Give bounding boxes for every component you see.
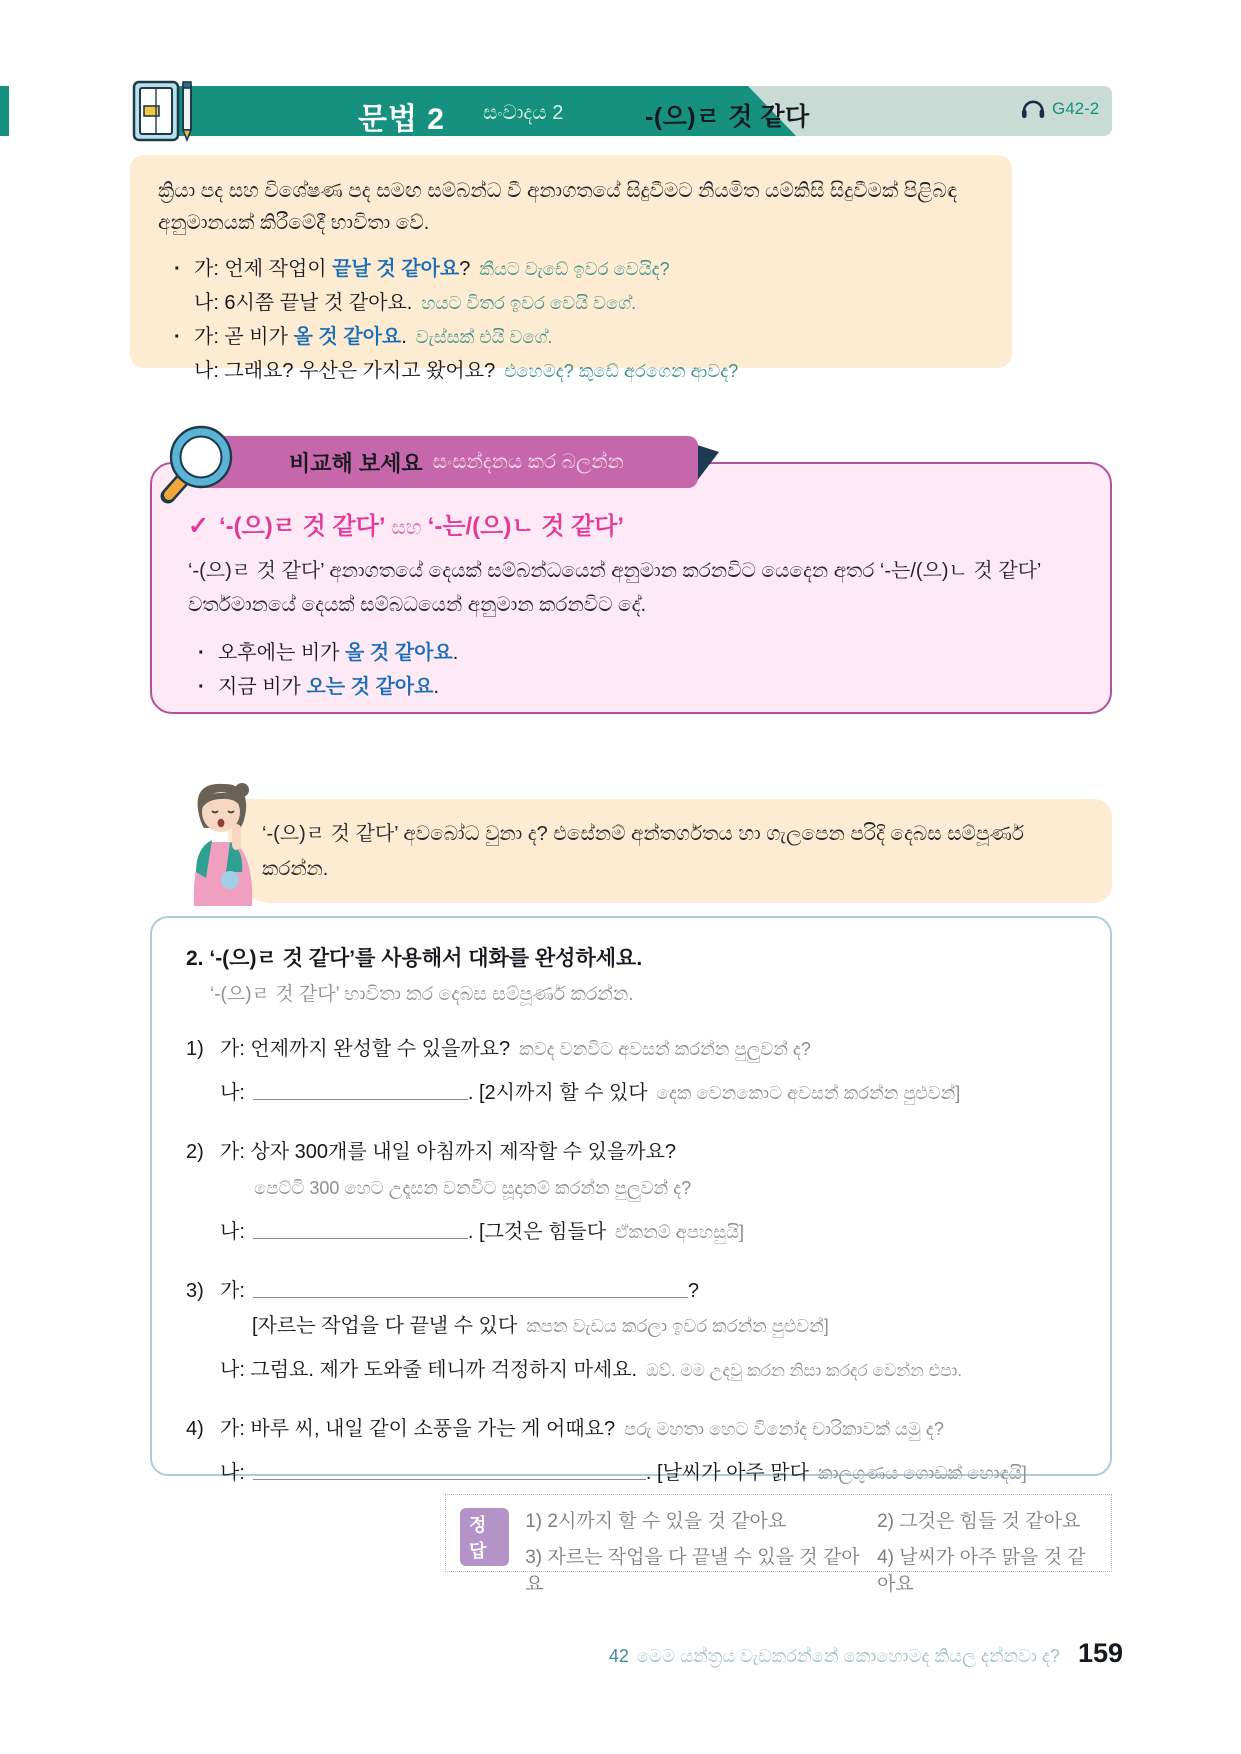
grammar-pattern-title: -(으)ㄹ 것 같다 — [645, 103, 810, 131]
question-3 — [186, 1276, 1076, 1386]
question-4-number: 4) — [186, 1418, 204, 1440]
comparison-title — [188, 506, 1074, 541]
question-4-a-sinhala: පරු මහතා හෙට විනෝද චාරිකාවක් යමු ද? — [624, 1419, 944, 1439]
question-1 — [186, 1034, 1076, 1109]
example-dialogues — [158, 252, 984, 388]
page-edge-strip — [0, 86, 9, 136]
section-header — [148, 86, 1112, 136]
page-footer — [609, 1638, 1123, 1669]
question-2-number: 2) — [186, 1141, 204, 1163]
comparison-banner — [193, 436, 698, 488]
task-prompt-box — [228, 799, 1112, 903]
headphones-icon — [1020, 98, 1046, 120]
dialogue-1-a-translation: කීයට වැඩේ ඉවර වෙයිද? — [479, 258, 670, 279]
question-1-a — [186, 1034, 1076, 1065]
question-3-hint-row — [186, 1311, 1076, 1342]
dialogue-1-a — [158, 252, 984, 286]
comparison-example-2 — [188, 670, 1074, 704]
book-pencil-icon — [131, 78, 199, 144]
question-3-hint-sinhala: කපන වැඩය කරලා ඉවර කරන්න පුළුවන්] — [526, 1316, 829, 1336]
question-2-answer-blank[interactable] — [253, 1233, 468, 1239]
question-3-a — [186, 1276, 1076, 1307]
dialogue-2-a-highlight: 올 것 같아요 — [293, 325, 402, 348]
question-4-hint-korean: . [날씨가 아주 맑다 — [645, 1462, 809, 1484]
question-1-a-sinhala: කවද වනවිට අවසන් කරන්න පුලුවන් ද? — [519, 1039, 811, 1059]
answer-3: 3) 자르는 작업을 다 끝낼 수 있을 것 같아요 — [525, 1547, 860, 1595]
question-2-a-sinhala: පෙට්ටි 300 හෙට උදෑසන වනවිට සූදානම් කරන්න පුලුවන් ද? — [254, 1178, 692, 1198]
answer-2: 2) 그것은 힘들 것 같아요 — [877, 1511, 1081, 1532]
dialogue-2-a — [158, 320, 984, 354]
dialogue-2-a-pre: 가: 곧 비가 — [194, 325, 294, 348]
dialogue-1-a-pre: 가: 언제 작업이 — [194, 257, 333, 280]
question-3-hint-korean: [자르는 작업을 다 끝낼 수 있다 — [252, 1315, 518, 1337]
question-4 — [186, 1414, 1076, 1489]
dialogue-1-a-highlight: 끝날 것 같아요 — [332, 257, 460, 280]
question-3-answer-blank[interactable] — [253, 1292, 688, 1298]
exercise-instruction-sinhala: ‘-(으)ㄹ 것 같다’ භාවිතා කර දෙබස සම්පූර්ණ කරන්න. — [210, 984, 634, 1005]
question-3-b — [186, 1355, 1076, 1386]
comparison-example-2-highlight: 오는 것 같아요 — [306, 675, 434, 698]
answer-list — [525, 1506, 1097, 1595]
comparison-pattern-b: ‘-는/(으)ㄴ 것 같다’ — [427, 513, 625, 540]
question-1-hint-korean: . [2시까지 할 수 있다 — [467, 1082, 648, 1104]
answer-1: 1) 2시까지 할 수 있을 것 같아요 — [525, 1511, 787, 1532]
question-3-number: 3) — [186, 1280, 204, 1302]
dialogue-2-b — [158, 354, 984, 388]
teacher-illustration — [186, 780, 262, 906]
dialogue-1-b-korean: 나: 6시쯤 끝날 것 같아요. — [194, 291, 413, 314]
dialogue-2-b-korean: 나: 그래요? 우산은 가지고 왔어요? — [194, 359, 496, 382]
dialogue-1-b-translation: හයට විතර ඉවර වෙයි වගේ. — [421, 292, 637, 313]
question-4-b-label: 나: — [220, 1462, 245, 1484]
dialogue-2-b-translation: එහෙමද? කුඩේ අරගෙන ආවද? — [504, 360, 739, 381]
question-4-b — [186, 1458, 1076, 1489]
grammar-section-label-sinhala: සංවාදය 2 — [483, 102, 564, 124]
question-2-a-sinhala-row — [186, 1173, 1076, 1204]
dialogue-2-a-post: . — [401, 325, 407, 348]
question-4-a-korean: 가: 바루 씨, 내일 같이 소풍을 가는 게 어때요? — [220, 1418, 616, 1440]
question-3-b-korean: 나: 그럼요. 제가 도와줄 테니까 걱정하지 마세요. — [220, 1359, 638, 1381]
question-4-answer-blank[interactable] — [253, 1474, 646, 1480]
comparison-example-1-post: . — [452, 641, 459, 664]
dialogue-1-b — [158, 286, 984, 320]
page-number: 159 — [1077, 1638, 1123, 1668]
comparison-banner-sinhala: සංසන්දනය කර බලන්න — [432, 450, 624, 473]
question-2-a-korean: 가: 상자 300개를 내일 아침까지 제작할 수 있을까요? — [220, 1141, 677, 1163]
task-prompt-text: ‘-(으)ㄹ 것 같다’ අවබෝධ වුනා ද? එසේනම් අන්තර්ගතය හා ගැලපෙන පරිදි දෙබස සම්පූර්ණ කරන්න. — [262, 823, 1024, 880]
exercise-instruction — [186, 942, 1076, 972]
answer-key-box — [445, 1494, 1112, 1595]
question-4-a — [186, 1414, 1076, 1445]
comparison-body-text: ‘-(으)ㄹ 것 같다’ අනාගතයේ දෙයක් සම්බන්ධයෙන් අනුමාන කරනවිට යෙදෙන අතර ‘-는/(으)ㄴ 것 같다’ වර්තමානයේ දෙයක් සම්බධයෙන් අනුමාන කරනවිට දේ. — [188, 560, 1041, 617]
footer-lesson-title: මෙම යන්ත්‍රය වැඩකරන්නේ කොහොමද කියල දන්නවා ද? — [636, 1646, 1060, 1666]
question-2-b — [186, 1217, 1076, 1248]
question-2 — [186, 1137, 1076, 1248]
answer-4: 4) 날씨가 아주 맑을 것 같아요 — [877, 1547, 1086, 1595]
question-2-hint-korean: . [그것은 힘들다 — [467, 1221, 607, 1243]
audio-code: G42-2 — [1052, 99, 1100, 118]
comparison-example-1-highlight: 올 것 같아요 — [345, 641, 453, 664]
exercise-instruction-korean: ‘-(으)ㄹ 것 같다’를 사용해서 대화를 완성하세요. — [209, 947, 643, 970]
magnifier-icon — [156, 424, 238, 512]
exercise-number: 2. — [186, 947, 204, 970]
comparison-example-2-post: . — [433, 675, 440, 698]
question-2-hint-sinhala: ඒකනම් අපහසුයි] — [615, 1222, 744, 1242]
comparison-conjunction: සහ — [391, 517, 422, 539]
comparison-example-2-pre: 지금 비가 — [218, 675, 307, 698]
question-4-hint-sinhala: කාලගුණය ගොඩක් හොඳයි] — [817, 1463, 1027, 1483]
question-1-hint-sinhala: දෙක වෙනකොට අවසන් කරන්න පුළුවන්] — [656, 1083, 961, 1103]
footer-lesson-number: 42 — [608, 1646, 629, 1666]
comparison-examples — [188, 636, 1074, 704]
grammar-explanation-box — [130, 155, 1012, 382]
question-1-b-label: 나: — [220, 1082, 245, 1104]
comparison-example-1 — [188, 636, 1074, 670]
grammar-explanation-text: ක්‍රියා පද සහ විශේෂණ පද සමඟ සම්බන්ධ වී අනාගතයේ සිදුවීමට නියමිත යම්කිසි සිදුවීමක් පිළිබඳ අනුමානයක් කිරීමේදී භාවිතා වේ. — [158, 180, 958, 235]
answer-key-badge: 정답 — [460, 1508, 509, 1566]
question-1-number: 1) — [186, 1038, 204, 1060]
comparison-banner-korean: 비교해 보세요 — [289, 450, 423, 476]
audio-track-ref — [1020, 98, 1099, 120]
dialogue-1-a-post: ? — [459, 257, 471, 280]
question-3-a-label: 가: — [220, 1280, 245, 1302]
dialogue-2-a-translation: වැස්සක් එයි වගේ. — [415, 326, 553, 347]
grammar-section-label: 문법 2 — [358, 103, 445, 136]
question-2-b-label: 나: — [220, 1221, 245, 1243]
question-3-b-sinhala: ඔව්. මම උදවු කරන නිසා කරදර වෙන්න එපා. — [646, 1361, 963, 1380]
question-2-a — [186, 1137, 1076, 1168]
exercise-box — [150, 916, 1112, 1484]
question-1-b — [186, 1078, 1076, 1109]
question-3-a-post: ? — [687, 1280, 700, 1302]
question-1-answer-blank[interactable] — [253, 1094, 468, 1100]
question-1-a-korean: 가: 언제까지 완성할 수 있을까요? — [220, 1038, 511, 1060]
comparison-box — [150, 462, 1112, 714]
comparison-pattern-a: ‘-(으)ㄹ 것 같다’ — [218, 513, 386, 540]
comparison-example-1-pre: 오후에는 비가 — [218, 641, 346, 664]
check-icon: ✓ — [188, 512, 209, 540]
